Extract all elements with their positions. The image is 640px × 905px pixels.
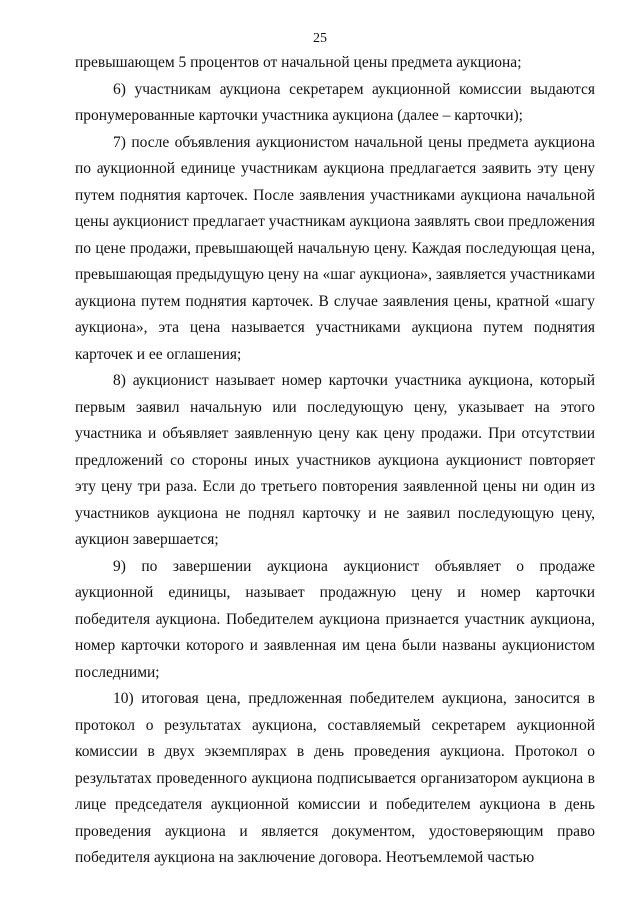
paragraph-item-10: 10) итоговая цена, предложенная победителем аукциона, заносится в протокол о результатах аукциона, составляемый секретарем аукционной комиссии в двух экземплярах в день проведения аукциона. Протокол о результатах проведенного аукциона подписывается организатором аукциона в лице председателя аукционной комиссии и победителем аукциона в день проведения аукциона и является документом, удостоверяющим право победителя аукциона на заключение договора. Неотъемлемой частью (75, 690, 595, 866)
paragraph-item-8: 8) аукционист называет номер карточки участника аукциона, который первым заявил начальную или последующую цену, указывает на этого участника и объявляет заявленную цену как цену продажи. При отсутствии предложений со стороны иных участников аукциона аукционист повторяет эту цену три раза. Если до третьего повторения заявленной цены ни один из участников аукциона не поднял карточку и не заявил последующую цену, аукцион завершается; (75, 372, 595, 548)
paragraph-item-9: 9) по завершении аукциона аукционист объявляет о продаже аукционной единицы, называет продажную цену и номер карточки победителя аукциона. Победителем аукциона признается участник аукциона, номер карточки которого и заявленная им цена были названы аукционистом последними; (75, 557, 595, 681)
paragraph-item-7: 7) после объявления аукционистом начальной цены предмета аукциона по аукционной единице участникам аукциона предлагается заявить эту цену путем поднятия карточек. После заявления участниками аукциона начальной цены аукционист предлагает участникам аукциона заявлять свои предложения по цене продажи, превышающей начальную цену. Каждая последующая цена, превышающая предыдущую цену на «шаг аукциона», заявляется участниками аукциона путем поднятия карточек. В случае заявления цены, кратной «шагу аукциона», эта цена называется участниками аукциона путем поднятия карточек и ее оглашения; (75, 133, 595, 363)
paragraph-continuation: превышающем 5 процентов от начальной цены предмета аукциона; (75, 54, 522, 71)
paragraph-item-6: 6) участникам аукциона секретарем аукционной комиссии выдаются пронумерованные карточки участника аукциона (далее – карточки); (75, 80, 595, 124)
document-body (75, 50, 595, 872)
page-number: 25 (313, 31, 327, 46)
